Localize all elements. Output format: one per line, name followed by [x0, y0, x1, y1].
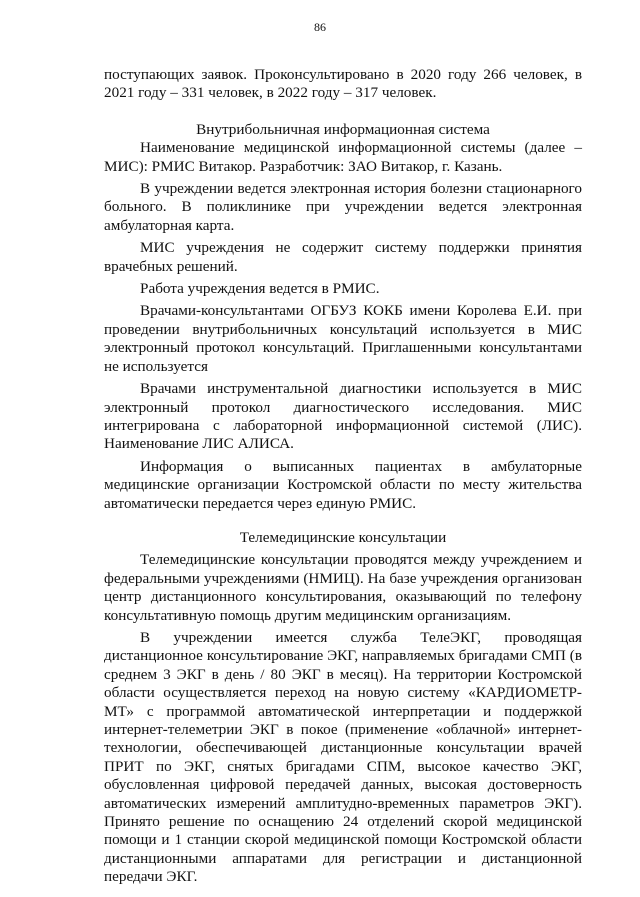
mis-paragraph-2: В учреждении ведется электронная история болезни стационарного больного. В поликлинике при учреждении ведется электронная амбулаторная карта. [104, 180, 582, 234]
mis-paragraph-4: Работа учреждения ведется в РМИС. [140, 280, 380, 298]
mis-paragraph-3: МИС учреждения не содержит систему поддержки принятия врачебных решений. [104, 239, 582, 275]
telemedicine-paragraph-2: В учреждении имеется служба ТелеЭКГ, проводящая дистанционное консультирование ЭКГ, направляемых бригадами СМП (в среднем 3 ЭКГ в день / 80 ЭКГ в месяц). На территории Костромской области осуществляется переход на новую систему «КАРДИОМЕТР-МТ» с программой автоматической интерпретации и поддержкой интернет-телеметрии ЭКГ в покое (применение «облачной» интернет-технологии, обеспечивающей дистанционные консультации врачей ПРИТ по ЭКГ, снятых бригадами СПМ, высокое качество ЭКГ, обусловленная цифровой передачей данных, высокая достоверность автоматических измерений амплитудно-временных параметров ЭКГ). Принято решение по оснащению 24 отделений скорой медицинской помощи и 1 станции скорой медицинской помощи Костромской области дистанционными аппаратами для регистрации и дистанционной передачи ЭКГ. [104, 628, 582, 886]
page-number: 86 [314, 20, 326, 34]
mis-paragraph-1: Наименование медицинской информационной системы (далее – МИС): РМИС Витакор. Разработчик: ЗАО Витакор, г. Казань. [104, 139, 582, 175]
telemedicine-paragraph-1: Телемедицинские консультации проводятся между учреждением и федеральными учреждениями (НМИЦ). На базе учреждения организован центр дистанционного консультирования, оказывающий по телефону консультативную помощь другим медицинским организациям. [104, 551, 582, 624]
mis-paragraph-7: Информация о выписанных пациентах в амбулаторные медицинские организации Костромской области по месту жительства автоматически передается через единую РМИС. [104, 457, 582, 512]
document-body [104, 66, 582, 887]
section-heading-telemedicine: Телемедицинские консультации [239, 528, 447, 546]
section-heading-mis: Внутрибольничная информационная система [196, 120, 490, 138]
mis-paragraph-5: Врачами-консультантами ОГБУЗ КОКБ имени Королева Е.И. при проведении внутрибольничных консультаций используется в МИС электронный протокол консультаций. Приглашенными консультантами не используется [104, 302, 582, 375]
mis-paragraph-6: Врачами инструментальной диагностики используется в МИС электронный протокол диагностического исследования. МИС интегрирована с лабораторной информационной системой (ЛИС). Наименование ЛИС АЛИСА. [104, 380, 582, 453]
intro-paragraph: поступающих заявок. Проконсультировано в 2020 году 266 человек, в 2021 году – 331 человек, в 2022 году – 317 человек. [104, 66, 582, 102]
